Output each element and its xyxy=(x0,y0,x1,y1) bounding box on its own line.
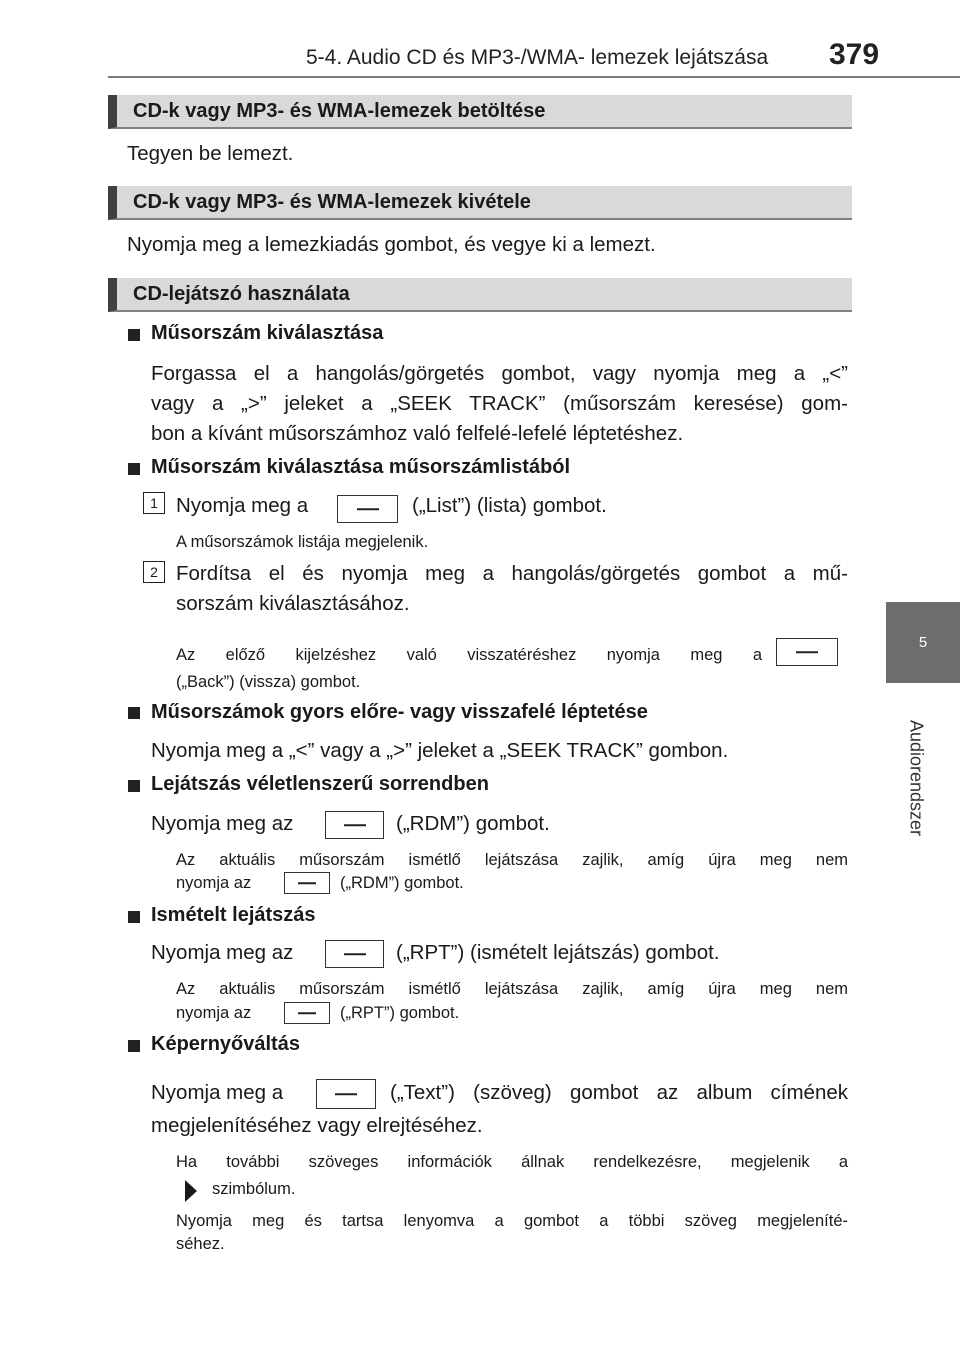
screen-text-pre: Nyomja meg a xyxy=(151,1081,284,1104)
section-heading-eject: CD-k vagy MP3- és WMA-lemezek kivétele xyxy=(108,186,852,220)
rdm-button-icon-small xyxy=(284,872,330,894)
back-note-line2: („Back”) (vissza) gombot. xyxy=(176,673,361,691)
rdm-button-icon xyxy=(325,811,384,839)
bullet-square xyxy=(128,780,140,792)
subheading-fast: Műsorszámok gyors előre- vagy visszafelé léptetése xyxy=(151,701,648,723)
bullet-square xyxy=(128,329,140,341)
subheading-from-list: Műsorszám kiválasztása műsorszámlistából xyxy=(151,456,571,478)
step2-line2: sorszám kiválasztásához. xyxy=(176,592,410,615)
bullet-square xyxy=(128,707,140,719)
step-number-1: 1 xyxy=(143,492,165,514)
random-text-post: („RDM”) gombot. xyxy=(396,812,550,835)
repeat-note-post: („RPT”) gombot. xyxy=(340,1004,460,1022)
header-section-title: 5-4. Audio CD és MP3-/WMA- lemezek lejátszása xyxy=(306,46,769,69)
select-track-line1: Forgassa el a hangolás/görgetés gombot, vagy nyomja meg a „<” xyxy=(151,362,848,385)
list-button-icon xyxy=(337,495,398,523)
section-heading-load: CD-k vagy MP3- és WMA-lemezek betöltése xyxy=(108,95,852,129)
step-number-2: 2 xyxy=(143,561,165,583)
step2-line1: Fordítsa el és nyomja meg a hangolás/görgetés gombot a mű- xyxy=(176,562,848,585)
rpt-button-icon-small xyxy=(284,1002,330,1024)
eject-text: Nyomja meg a lemezkiadás gombot, és vegye ki a lemezt. xyxy=(127,233,656,256)
random-note-line1: Az aktuális műsorszám ismétlő lejátszása zajlik, amíg újra meg nem xyxy=(176,851,848,869)
load-text: Tegyen be lemezt. xyxy=(127,142,294,165)
select-track-line2: vagy a „>” jeleket a „SEEK TRACK” (műsorszám keresése) gom- xyxy=(151,392,848,415)
rpt-button-icon xyxy=(325,940,384,968)
random-text-pre: Nyomja meg az xyxy=(151,812,294,835)
random-note-post: („RDM”) gombot. xyxy=(340,874,464,892)
step1-note: A műsorszámok listája megjelenik. xyxy=(176,533,429,551)
bullet-square xyxy=(128,1040,140,1052)
text-button-icon xyxy=(316,1079,376,1109)
select-track-line3: bon a kívánt műsorszámhoz való felfelé-lefelé léptetéshez. xyxy=(151,422,684,445)
subheading-repeat: Ismételt lejátszás xyxy=(151,904,316,926)
bullet-square xyxy=(128,911,140,923)
step1-text-pre: Nyomja meg a xyxy=(176,494,309,517)
header-divider xyxy=(108,76,960,78)
back-note-line1: Az előző kijelzéshez való visszatéréshez nyomja meg a xyxy=(176,646,762,664)
back-button-icon xyxy=(776,638,838,666)
chapter-tab-label-text: Audiorendszer xyxy=(906,719,927,837)
screen-text-line2: megjelenítéséhez vagy elrejtéséhez. xyxy=(151,1114,483,1137)
repeat-note-line1: Az aktuális műsorszám ismétlő lejátszása zajlik, amíg újra meg nem xyxy=(176,980,848,998)
more-text-arrow-icon xyxy=(184,1180,198,1202)
page-number: 379 xyxy=(829,38,880,71)
screen-note1-line2: szimbólum. xyxy=(212,1180,296,1198)
section-heading-usage: CD-lejátszó használata xyxy=(108,278,852,312)
screen-note2-line1: Nyomja meg és tartsa lenyomva a gombot a többi szöveg megjeleníté- xyxy=(176,1212,848,1230)
repeat-note-pre: nyomja az xyxy=(176,1004,252,1022)
screen-note2-line2: séhez. xyxy=(176,1235,225,1253)
repeat-text-post: („RPT”) (ismételt lejátszás) gombot. xyxy=(396,941,720,964)
random-note-pre: nyomja az xyxy=(176,874,252,892)
chapter-tab-number: 5 xyxy=(886,602,960,683)
bullet-square xyxy=(128,463,140,475)
repeat-text-pre: Nyomja meg az xyxy=(151,941,294,964)
subheading-random: Lejátszás véletlenszerű sorrendben xyxy=(151,773,489,795)
fast-text: Nyomja meg a „<” vagy a „>” jeleket a „SEEK TRACK” gombon. xyxy=(151,739,729,762)
screen-note1-line1: Ha további szöveges információk állnak rendelkezésre, megjelenik a xyxy=(176,1153,848,1171)
chapter-tab-label xyxy=(903,688,929,868)
step1-text-post: („List”) (lista) gombot. xyxy=(412,494,607,517)
subheading-select-track: Műsorszám kiválasztása xyxy=(151,322,384,344)
subheading-screen: Képernyőváltás xyxy=(151,1033,300,1055)
screen-text-post: („Text”) (szöveg) gombot az album címének xyxy=(390,1081,848,1104)
